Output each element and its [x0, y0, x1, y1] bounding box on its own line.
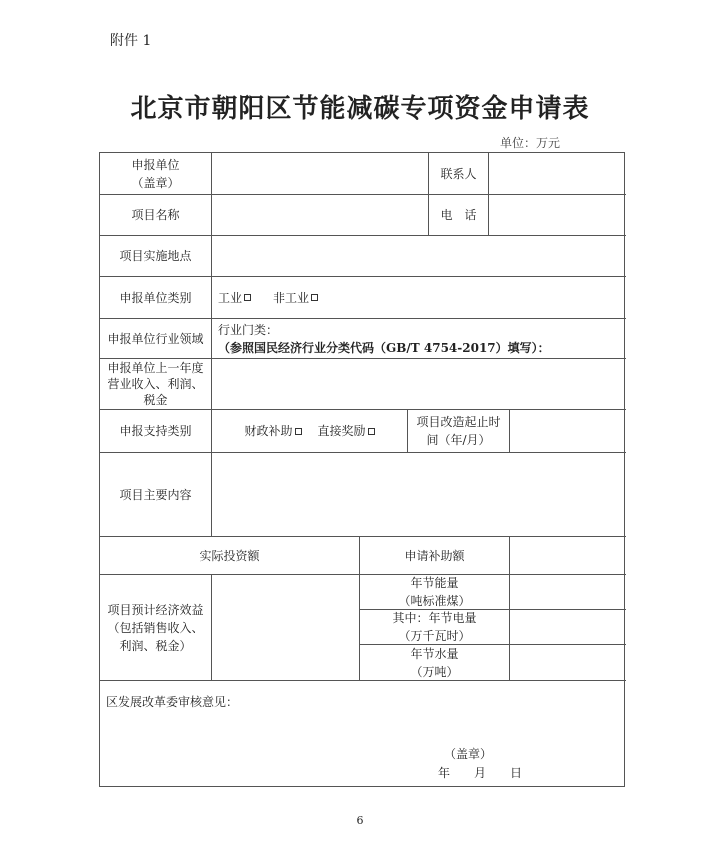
applicant-seal-note: （盖章） — [131, 175, 180, 190]
industry-label: 申报单位行业领域 — [107, 331, 204, 346]
page-number: 6 — [356, 814, 364, 827]
applicant-value-cell[interactable] — [212, 153, 429, 195]
industry-category-line: 行业门类： — [218, 322, 279, 337]
category-industrial-checkbox[interactable] — [244, 294, 251, 301]
project-name-label-cell — [100, 195, 212, 236]
subsidy-label: 申请补助额 — [404, 548, 465, 563]
category-label-cell — [100, 277, 212, 319]
benefit-label-line-2: （包括销售收入、 — [107, 620, 204, 635]
project-name-value-cell[interactable] — [212, 195, 429, 236]
power-label-cell — [360, 610, 510, 645]
water-label-cell — [360, 645, 510, 681]
prev-year-label-line-3: 税金 — [143, 393, 168, 408]
prev-year-label-line-2: 营业收入、利润、 — [107, 376, 204, 391]
benefit-label-line-3: 利润、税金） — [119, 638, 192, 653]
contact-label: 联系人 — [440, 166, 477, 181]
subsidy-value-cell[interactable] — [510, 537, 626, 575]
power-label-line-2: （万千瓦时） — [398, 629, 471, 643]
support-fiscal-checkbox[interactable] — [295, 428, 302, 435]
power-value-cell[interactable] — [510, 610, 626, 645]
category-industrial-label: 工业 — [218, 290, 243, 305]
category-industrial-option[interactable] — [218, 289, 251, 307]
support-fiscal-label: 财政补助 — [244, 424, 293, 438]
support-label: 申报支持类别 — [119, 424, 192, 438]
support-reward-option[interactable] — [318, 422, 375, 440]
phone-value-cell[interactable] — [489, 195, 626, 236]
applicant-label-cell — [100, 153, 212, 195]
energy-label-line-1: 年节能量 — [410, 576, 459, 590]
review-stamp: （盖章） — [443, 747, 492, 761]
power-label-line-1: 其中：年节电量 — [392, 611, 477, 625]
location-label: 项目实施地点 — [119, 249, 192, 263]
support-label-cell — [100, 410, 212, 453]
period-label-cell — [408, 410, 510, 453]
project-name-label: 项目名称 — [131, 208, 180, 222]
content-label: 项目主要内容 — [119, 487, 192, 502]
contact-label-cell — [429, 153, 489, 195]
phone-label-cell — [429, 195, 489, 236]
review-label: 区发展改革委审核意见： — [106, 695, 239, 709]
support-reward-label: 直接奖励 — [317, 424, 366, 438]
attachment-label: 附件 1 — [110, 33, 152, 49]
water-value-cell[interactable] — [510, 645, 626, 681]
benefit-value-cell[interactable] — [212, 575, 360, 681]
applicant-label: 申报单位 — [131, 157, 180, 172]
category-label: 申报单位类别 — [119, 290, 192, 305]
support-fiscal-option[interactable] — [244, 422, 301, 440]
content-label-cell — [100, 453, 212, 537]
energy-label-cell — [360, 575, 510, 610]
benefit-label-line-1: 项目预计经济效益 — [107, 602, 204, 617]
category-non-industrial-label: 非工业 — [273, 290, 310, 305]
water-label-line-2: （万吨） — [410, 664, 459, 679]
content-value-cell[interactable] — [212, 453, 626, 537]
unit-label: 单位：万元 — [500, 136, 561, 150]
industry-code-note: （参照国民经济行业分类代码（GB/T 4754-2017）填写）： — [218, 340, 550, 355]
energy-label-line-2: （吨标准煤） — [398, 594, 471, 608]
support-options-cell — [212, 410, 408, 453]
prev-year-label-line-1: 申报单位上一年度 — [107, 360, 204, 375]
prev-year-label-cell — [100, 359, 212, 410]
review-date: 年 月 日 — [437, 766, 522, 780]
investment-label: 实际投资额 — [199, 548, 260, 563]
energy-value-cell[interactable] — [510, 575, 626, 610]
investment-label-cell — [100, 537, 360, 575]
period-label-line-2: 间（年/月） — [426, 433, 491, 447]
page-title: 北京市朝阳区节能减碳专项资金申请表 — [130, 94, 590, 124]
support-reward-checkbox[interactable] — [368, 428, 375, 435]
phone-label: 电 话 — [440, 208, 477, 222]
location-label-cell — [100, 236, 212, 277]
category-non-industrial-checkbox[interactable] — [311, 294, 318, 301]
water-label-line-1: 年节水量 — [410, 646, 459, 661]
industry-label-cell — [100, 319, 212, 359]
industry-value-cell[interactable] — [212, 319, 626, 359]
category-non-industrial-option[interactable] — [273, 289, 318, 307]
location-value-cell[interactable] — [212, 236, 626, 277]
contact-value-cell[interactable] — [489, 153, 626, 195]
application-form — [99, 152, 625, 787]
period-value-cell[interactable] — [510, 410, 626, 453]
period-label-line-1: 项目改造起止时 — [416, 415, 501, 429]
benefit-label-cell — [100, 575, 212, 681]
subsidy-label-cell — [360, 537, 510, 575]
prev-year-value-cell[interactable] — [212, 359, 626, 410]
category-options-cell — [212, 277, 626, 319]
